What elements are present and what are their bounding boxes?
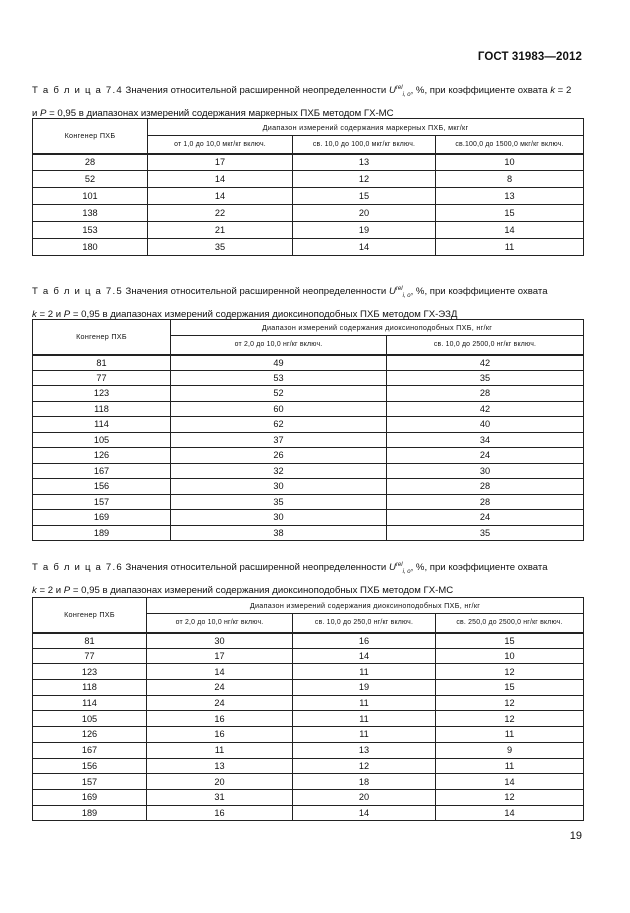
col-range-header: Диапазон измерений содержания диоксиноподобных ПХБ, нг/кг	[171, 320, 584, 336]
value-cell: 20	[293, 205, 436, 222]
value-cell: 12	[293, 758, 436, 774]
value-cell: 30	[147, 633, 293, 649]
value-cell: 11	[436, 239, 584, 256]
value-cell: 14	[436, 222, 584, 239]
subcol-header: от 2,0 до 10,0 нг/кг включ.	[147, 614, 293, 633]
value-cell: 35	[387, 370, 584, 386]
value-cell: 15	[436, 205, 584, 222]
table-row	[33, 742, 584, 758]
value-cell: 11	[436, 758, 584, 774]
value-cell: 16	[293, 633, 436, 649]
table-row	[33, 222, 584, 239]
congener-cell: 153	[33, 222, 148, 239]
table-row	[33, 695, 584, 711]
table-row	[33, 680, 584, 696]
value-cell: 35	[387, 525, 584, 541]
subcol-header: от 2,0 до 10,0 нг/кг включ.	[171, 336, 387, 355]
congener-cell: 169	[33, 510, 171, 526]
document-id-header: ГОСТ 31983—2012	[477, 51, 582, 63]
value-cell: 20	[147, 774, 293, 790]
col-congener-header: Конгенер ПХБ	[33, 119, 148, 154]
subcol-header: св. 10,0 до 250,0 нг/кг включ.	[293, 614, 436, 633]
subcol-header: св. 250,0 до 2500,0 нг/кг включ.	[436, 614, 584, 633]
table-body	[33, 633, 584, 821]
value-cell: 28	[387, 386, 584, 402]
congener-cell: 189	[33, 805, 147, 821]
table-row	[33, 727, 584, 743]
congener-cell: 138	[33, 205, 148, 222]
table-row	[33, 479, 584, 495]
value-cell: 22	[148, 205, 293, 222]
table-row	[33, 239, 584, 256]
value-cell: 21	[148, 222, 293, 239]
congener-cell: 114	[33, 695, 147, 711]
value-cell: 14	[293, 239, 436, 256]
congener-cell: 123	[33, 664, 147, 680]
value-cell: 24	[387, 448, 584, 464]
value-cell: 16	[147, 711, 293, 727]
table-label: Т а б л и ц а 7.5	[32, 286, 123, 298]
congener-cell: 118	[33, 401, 171, 417]
value-cell: 13	[147, 758, 293, 774]
value-cell: 30	[387, 463, 584, 479]
congener-cell: 157	[33, 774, 147, 790]
col-range-header: Диапазон измерений содержания маркерных ПХБ, мкг/кг	[148, 119, 584, 136]
value-cell: 15	[436, 680, 584, 696]
subcol-header: св. 10,0 до 2500,0 нг/кг включ.	[387, 336, 584, 355]
congener-cell: 126	[33, 448, 171, 464]
congener-cell: 77	[33, 648, 147, 664]
table-row	[33, 448, 584, 464]
congener-cell: 169	[33, 789, 147, 805]
value-cell: 16	[147, 727, 293, 743]
value-cell: 24	[147, 695, 293, 711]
table-row	[33, 188, 584, 205]
congener-cell: 105	[33, 432, 171, 448]
col-congener-header: Конгенер ПХБ	[33, 320, 171, 355]
value-cell: 13	[293, 154, 436, 171]
value-cell: 53	[171, 370, 387, 386]
table-body	[33, 154, 584, 256]
congener-cell: 101	[33, 188, 148, 205]
table-row	[33, 525, 584, 541]
table-row	[33, 789, 584, 805]
value-cell: 11	[147, 742, 293, 758]
table-7-4-caption: Т а б л и ц а 7.4 Значения относительной расширенной неопределенности $U^{rel}_{i, o}$, %, при коэффициенте охвата k = 2 и P = 0,95 в диапазонах измерений содержания маркерных ПХБ методом ГХ-МС	[32, 85, 572, 119]
table-row	[33, 386, 584, 402]
table-row	[33, 401, 584, 417]
congener-cell: 52	[33, 171, 148, 188]
value-cell: 24	[147, 680, 293, 696]
congener-cell: 114	[33, 417, 171, 433]
table-row	[33, 355, 584, 371]
table-row	[33, 370, 584, 386]
value-cell: 42	[387, 401, 584, 417]
table-7-4	[32, 118, 584, 256]
table-label: Т а б л и ц а 7.4	[32, 85, 123, 97]
congener-cell: 126	[33, 727, 147, 743]
value-cell: 30	[171, 479, 387, 495]
value-cell: 12	[436, 789, 584, 805]
table-row	[33, 432, 584, 448]
table-row	[33, 510, 584, 526]
value-cell: 15	[436, 633, 584, 649]
value-cell: 52	[171, 386, 387, 402]
value-cell: 20	[293, 789, 436, 805]
value-cell: 13	[293, 742, 436, 758]
value-cell: 28	[387, 494, 584, 510]
value-cell: 30	[171, 510, 387, 526]
table-row	[33, 494, 584, 510]
value-cell: 11	[293, 695, 436, 711]
value-cell: 11	[293, 727, 436, 743]
congener-cell: 157	[33, 494, 171, 510]
value-cell: 13	[436, 188, 584, 205]
congener-cell: 28	[33, 154, 148, 171]
value-cell: 15	[293, 188, 436, 205]
value-cell: 8	[436, 171, 584, 188]
table-row	[33, 633, 584, 649]
value-cell: 14	[436, 774, 584, 790]
congener-cell: 81	[33, 355, 171, 371]
value-cell: 28	[387, 479, 584, 495]
symbol-u: U	[388, 286, 396, 298]
table-row	[33, 805, 584, 821]
value-cell: 12	[293, 171, 436, 188]
value-cell: 24	[387, 510, 584, 526]
value-cell: 17	[147, 648, 293, 664]
congener-cell: 118	[33, 680, 147, 696]
table-7-5-caption: Т а б л и ц а 7.5 Значения относительной расширенной неопределенности $U^{rel}_{i, o}$, %, при коэффициенте охвата k = 2 и P = 0,95 в диапазонах измерений содержания диоксиноподобных ПХБ методом ГХ-ЭЗД	[32, 286, 548, 320]
value-cell: 60	[171, 401, 387, 417]
value-cell: 12	[436, 711, 584, 727]
col-congener-header: Конгенер ПХБ	[33, 598, 147, 633]
table-row	[33, 417, 584, 433]
subcol-header: св. 10,0 до 100,0 мкг/кг включ.	[293, 136, 436, 154]
congener-cell: 167	[33, 742, 147, 758]
table-row	[33, 758, 584, 774]
subcol-header: св.100,0 до 1500,0 мкг/кг включ.	[436, 136, 584, 154]
table-row	[33, 171, 584, 188]
value-cell: 19	[293, 222, 436, 239]
value-cell: 31	[147, 789, 293, 805]
value-cell: 9	[436, 742, 584, 758]
value-cell: 62	[171, 417, 387, 433]
value-cell: 49	[171, 355, 387, 371]
table-row	[33, 154, 584, 171]
table-row	[33, 664, 584, 680]
value-cell: 40	[387, 417, 584, 433]
value-cell: 35	[171, 494, 387, 510]
table-row	[33, 648, 584, 664]
table-body	[33, 355, 584, 541]
symbol-u: U	[388, 85, 396, 97]
value-cell: 14	[293, 805, 436, 821]
table-row	[33, 774, 584, 790]
value-cell: 14	[436, 805, 584, 821]
value-cell: 32	[171, 463, 387, 479]
value-cell: 14	[148, 171, 293, 188]
value-cell: 18	[293, 774, 436, 790]
congener-cell: 105	[33, 711, 147, 727]
value-cell: 12	[436, 664, 584, 680]
value-cell: 11	[293, 664, 436, 680]
table-label: Т а б л и ц а 7.6	[32, 562, 123, 574]
value-cell: 14	[293, 648, 436, 664]
congener-cell: 81	[33, 633, 147, 649]
table-7-6-caption: Т а б л и ц а 7.6 Значения относительной расширенной неопределенности $U^{rel}_{i, o}$, %, при коэффициенте охвата k = 2 и P = 0,95 в диапазонах измерений содержания диоксиноподобных ПХБ методом ГХ-МС	[32, 562, 548, 596]
col-range-header: Диапазон измерений содержания диоксиноподобных ПХБ, нг/кг	[147, 598, 584, 614]
value-cell: 11	[293, 711, 436, 727]
table-7-6	[32, 597, 584, 821]
congener-cell: 77	[33, 370, 171, 386]
value-cell: 14	[147, 664, 293, 680]
value-cell: 19	[293, 680, 436, 696]
congener-cell: 123	[33, 386, 171, 402]
value-cell: 10	[436, 154, 584, 171]
symbol-u: U	[388, 562, 396, 574]
value-cell: 38	[171, 525, 387, 541]
congener-cell: 156	[33, 758, 147, 774]
value-cell: 42	[387, 355, 584, 371]
congener-cell: 189	[33, 525, 171, 541]
value-cell: 35	[148, 239, 293, 256]
value-cell: 37	[171, 432, 387, 448]
value-cell: 26	[171, 448, 387, 464]
value-cell: 12	[436, 695, 584, 711]
table-row	[33, 463, 584, 479]
table-row	[33, 205, 584, 222]
value-cell: 34	[387, 432, 584, 448]
congener-cell: 156	[33, 479, 171, 495]
value-cell: 10	[436, 648, 584, 664]
value-cell: 11	[436, 727, 584, 743]
value-cell: 16	[147, 805, 293, 821]
table-7-5	[32, 319, 584, 541]
page-number: 19	[569, 830, 582, 842]
value-cell: 17	[148, 154, 293, 171]
congener-cell: 167	[33, 463, 171, 479]
value-cell: 14	[148, 188, 293, 205]
table-row	[33, 711, 584, 727]
congener-cell: 180	[33, 239, 148, 256]
subcol-header: от 1,0 до 10,0 мкг/кг включ.	[148, 136, 293, 154]
